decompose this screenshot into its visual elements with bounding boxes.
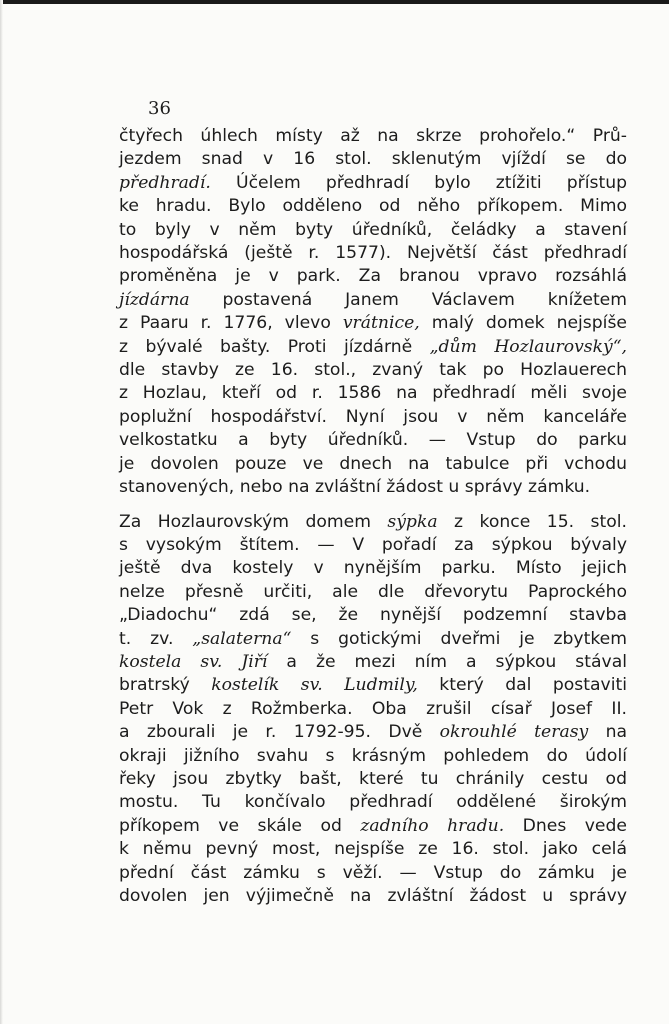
text-run: z konce 15. stol. <box>437 511 627 532</box>
text-run: z Hozlau, kteří od r. 1586 na předhradí měli svoje <box>119 383 627 404</box>
text-run: Účelem předhradí bylo ztížiti přístup <box>210 172 627 193</box>
italic-text: kostelík sv. Ludmily, <box>211 675 418 696</box>
text-line <box>119 336 627 359</box>
text-run: to byly v něm byty úředníků, čeládky a stavení <box>119 219 627 240</box>
text-run: je dovolen pouze ve dnech na tabulce při vchodu <box>119 453 627 474</box>
italic-text: sýpka <box>387 511 438 532</box>
text-line <box>119 768 627 791</box>
text-line <box>119 242 627 265</box>
text-line <box>119 219 627 242</box>
text-line <box>119 406 627 429</box>
text-line <box>119 581 627 604</box>
text-run: a že mezi ním a sýpkou stával <box>267 651 628 672</box>
text-line <box>119 885 627 908</box>
text-run: příkopem ve skále od <box>119 815 361 836</box>
text-line <box>119 628 627 651</box>
text-run: nelze přesně určiti, ale dle dřevorytu Paprockého <box>119 581 627 602</box>
scan-edge-top <box>0 0 669 4</box>
text-run: ještě dva kostely v nynějším parku. Místo jejich <box>119 558 627 579</box>
text-run: k němu pevný most, nejspíše ze 16. stol. jako celá <box>119 839 627 860</box>
text-run: velkostatku a byty úředníků. — Vstup do parku <box>119 430 627 451</box>
text-run: a zbourali je r. 1792-95. Dvě <box>119 722 440 743</box>
text-run: dovolen jen výjimečně na zvláštní žádost u správy <box>119 886 627 906</box>
page-number: 36 <box>148 98 171 119</box>
text-run: t. zv. <box>119 628 193 649</box>
text-line <box>119 359 627 382</box>
italic-text: jízdárna <box>119 289 190 310</box>
text-line <box>119 172 627 195</box>
text-line <box>119 557 627 580</box>
text-run: „Diadochu“ zdá se, že nynější podzemní stavba <box>119 605 627 626</box>
paragraph <box>119 511 627 909</box>
text-line <box>119 604 627 627</box>
text-line <box>119 195 627 218</box>
text-run: na <box>588 722 628 743</box>
scan-edge-left <box>0 0 3 1024</box>
text-run: z Paaru r. 1776, vlevo <box>119 313 343 334</box>
text-line <box>119 721 627 744</box>
text-run: dle stavby ze 16. stol., zvaný tak po Hozlauerech <box>119 360 627 381</box>
text-run: okraji jižního svahu s krásným pohledem do údolí <box>119 745 627 766</box>
italic-text: „dům Hozlaurovský“, <box>429 336 627 357</box>
text-line <box>119 382 627 405</box>
italic-text: kostela sv. Jiří <box>119 651 268 672</box>
italic-text: zadního hradu. <box>360 815 505 836</box>
italic-text: „salaterna“ <box>192 628 292 649</box>
text-line <box>119 815 627 838</box>
text-run: postavená Janem Václavem knížetem <box>189 289 627 310</box>
text-line <box>119 651 627 674</box>
text-line <box>119 148 627 171</box>
text-line <box>119 453 627 476</box>
text-run: proměněna je v park. Za branou vpravo rozsáhlá <box>119 266 627 287</box>
italic-text: předhradí. <box>119 172 211 193</box>
text-run: přední část zámku s věží. — Vstup do zámku je <box>119 862 627 883</box>
text-run: z bývalé bašty. Proti jízdárně <box>119 336 430 357</box>
text-line <box>119 838 627 861</box>
text-line <box>119 745 627 768</box>
text-line <box>119 312 627 335</box>
text-line <box>119 862 627 885</box>
text-run: hospodářská (ještě r. 1577). Největší část předhradí <box>119 243 627 264</box>
text-line <box>119 674 627 697</box>
text-run: ke hradu. Bylo odděleno od něho příkopem. Mimo <box>119 196 627 217</box>
text-run: s vysokým štítem. — V pořadí za sýpkou bývaly <box>119 534 627 555</box>
text-run: jezdem snad v 16 stol. sklenutým vjíždí se do <box>119 149 627 170</box>
text-run: Za Hozlaurovským domem <box>119 511 388 532</box>
text-run: Petr Vok z Rožmberka. Oba zrušil císař Josef II. <box>119 698 627 719</box>
text-line <box>119 534 627 557</box>
paragraph <box>119 125 627 500</box>
text-line <box>119 511 627 534</box>
text-line <box>119 476 627 499</box>
text-run: mostu. Tu končívalo předhradí oddělené širokým <box>119 792 627 813</box>
italic-text: okrouhlé terasy <box>439 722 589 743</box>
text-line <box>119 698 627 721</box>
text-run: Dnes vede <box>504 815 627 836</box>
text-line <box>119 125 627 148</box>
italic-text: vrátnice, <box>342 313 420 334</box>
text-run: malý domek nejspíše <box>419 313 627 334</box>
text-line <box>119 429 627 452</box>
text-run: s gotickými dveřmi je zbytkem <box>291 628 627 649</box>
text-line <box>119 265 627 288</box>
text-run: který dal postaviti <box>417 675 627 696</box>
text-line <box>119 791 627 814</box>
body-text <box>119 125 627 908</box>
text-line <box>119 289 627 312</box>
text-run: stanovených, nebo na zvláštní žádost u správy zámku. <box>119 477 591 498</box>
text-run: bratrský <box>119 675 212 696</box>
text-run: řeky jsou zbytky bašt, které tu chránily cestu od <box>119 768 627 789</box>
text-run: poplužní hospodářství. Nyní jsou v něm kanceláře <box>119 406 627 427</box>
text-run: čtyřech úhlech místy až na skrze prohořelo.“ Prů- <box>119 126 627 146</box>
